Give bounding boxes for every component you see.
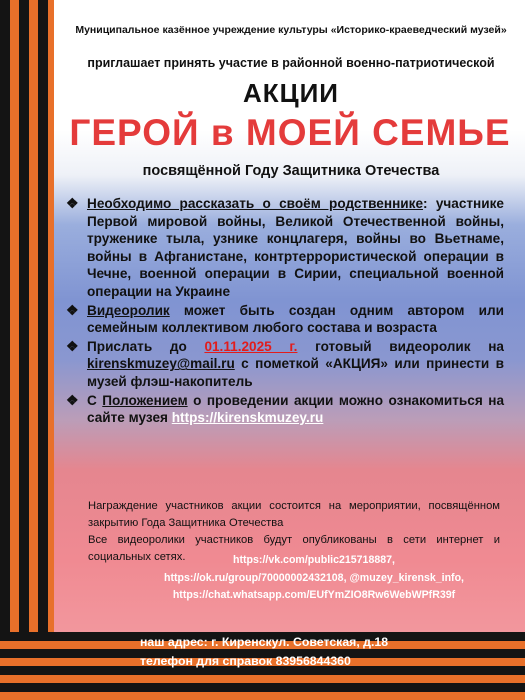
list-item: ❖ Видеоролик может быть создан одним автором или семейным коллективом любого состава и возраста	[66, 301, 504, 336]
diamond-bullet-icon: ❖	[66, 337, 79, 354]
whatsapp-link[interactable]: https://chat.whatsapp.com/EUfYmZIO8Rw6WebWPfR39f	[172, 589, 456, 601]
phone-text: телефон для справок 83956844360	[140, 654, 351, 668]
invitation-line: приглашает принять участие в районной военно-патриотической	[87, 56, 495, 70]
diamond-bullet-icon: ❖	[66, 301, 79, 318]
deadline-date: 01.11.2025 г.	[204, 338, 298, 354]
vk-link[interactable]: https://vk.com/public215718887,	[233, 554, 395, 566]
publication-text: Все видеоролики участников будут опубликованы в сети интернет и социальных сетях.	[88, 534, 500, 563]
list-item: ❖ Необходимо рассказать о своём родственнике: участнике Первой мировой войны, Великой Отечественной войны, труженике тыла, узнике концлагеря, войны во Вьетнаме, войны в Афганистане, контртеррористической операции в Чечне, военной операции в Сирии, специальной военной операции на Украине	[66, 195, 504, 299]
address-text: наш адрес: г. Киренскул. Советская, д.18	[140, 635, 389, 649]
regulation-link[interactable]: Положением	[102, 392, 188, 408]
museum-site-link[interactable]: https://kirenskmuzey.ru	[171, 410, 324, 426]
list-item: ❖ С Положением о проведении акции можно ознакомиться на сайте музея https://kirenskmuzey.ru	[66, 391, 505, 426]
organization-name: Муниципальное казённое учреждение культуры «Историко-краеведческий музей»	[75, 24, 507, 36]
conditions-list	[66, 195, 504, 428]
email-link[interactable]: kirenskmuzey@mail.ru	[87, 356, 235, 372]
contacts	[140, 633, 500, 671]
award-text: Награждение участников акции состоится на мероприятии, посвящённом закрытию Года Защитника Отечества	[88, 500, 500, 529]
diamond-bullet-icon: ❖	[66, 195, 79, 211]
st-george-ribbon	[0, 0, 54, 700]
ok-link[interactable]: https://ok.ru/group/70000002432108, @muzey_kirensk_info,	[163, 571, 464, 584]
diamond-bullet-icon: ❖	[66, 391, 79, 408]
campaign-title: ГЕРОЙ в МОЕЙ СЕМЬЕ	[69, 112, 511, 153]
dedication-line: посвящённой Году Защитника Отечества	[142, 163, 440, 179]
action-word: АКЦИИ	[242, 78, 339, 108]
list-item: ❖ Прислать до 01.11.2025 г. готовый видеоролик на kirenskmuzey@mail.ru с пометкой «АКЦИЯ» или принести в музей флэш-накопитель	[66, 337, 504, 389]
social-links	[124, 552, 504, 605]
